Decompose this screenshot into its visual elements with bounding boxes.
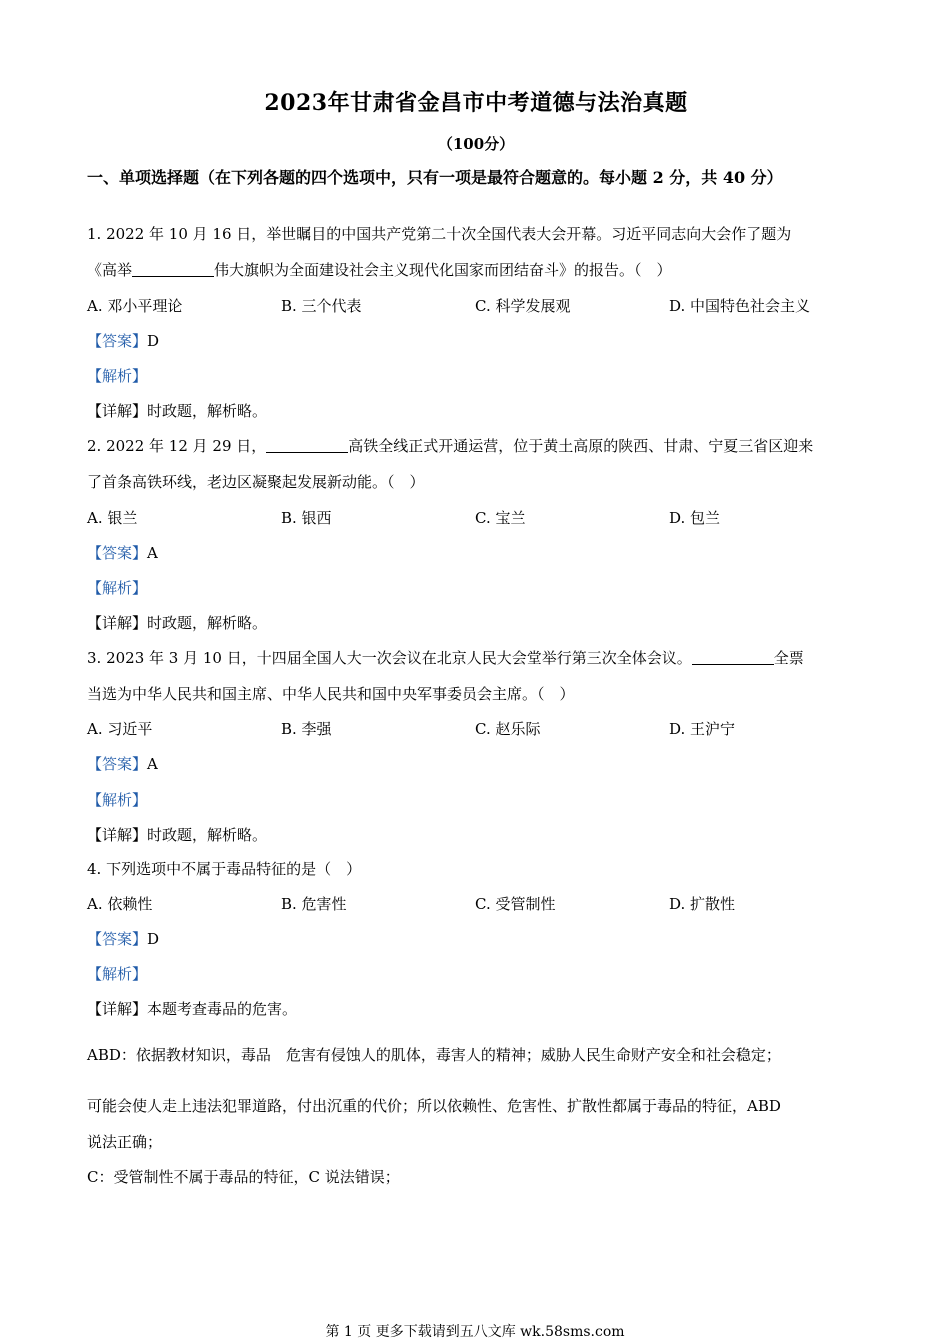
q2-analysis-label: 【解析】 — [87, 579, 148, 597]
q4-paragraph-3: 说法正确； — [87, 1133, 163, 1151]
q2-detail — [87, 612, 267, 634]
q2-stem-prefix: 2. 2022 年 12 月 29 日， — [87, 437, 267, 455]
q2-stem-line1 — [87, 435, 813, 457]
q1-answer-value: D — [147, 332, 160, 350]
detail-label: 【详解】 — [87, 614, 148, 632]
q4-paragraph-1: ABD：依据教材知识，毒品 危害有侵蚀人的肌体，毒害人的精神；威胁人民生命财产安全和社会稳定； — [87, 1046, 781, 1064]
q1-blank — [132, 260, 214, 277]
q3-stem-line1 — [87, 647, 804, 669]
q4-detail-text: 本题考查毒品的危害。 — [147, 1000, 298, 1018]
q1-stem-line2 — [87, 259, 672, 281]
answer-label: 【答案】 — [87, 755, 148, 773]
q1-stem-prefix: 《高举 — [87, 261, 133, 279]
q2-detail-text: 时政题，解析略。 — [147, 614, 268, 632]
q4-stem: 4. 下列选项中不属于毒品特征的是（ ） — [87, 860, 362, 878]
q3-answer-value: A — [147, 755, 158, 773]
q4-detail — [87, 998, 297, 1020]
q3-stem-suffix: 全票 — [773, 649, 804, 667]
q4-option-a: A. 依赖性 — [87, 895, 153, 913]
q1-option-c: C. 科学发展观 — [475, 297, 571, 315]
q2-stem-line2: 了首条高铁环线，老边区凝聚起发展新动能。（ ） — [87, 473, 425, 491]
q4-option-b: B. 危害性 — [281, 895, 347, 913]
q3-option-b: B. 李强 — [281, 720, 332, 738]
q1-analysis-label: 【解析】 — [87, 367, 148, 385]
q1-option-b: B. 三个代表 — [281, 297, 362, 315]
q1-stem-suffix: 伟大旗帜为全面建设社会主义现代化国家而团结奋斗》的报告。（ ） — [214, 261, 672, 279]
q1-detail — [87, 400, 267, 422]
answer-label: 【答案】 — [87, 930, 148, 948]
q3-stem-prefix: 3. 2023 年 3 月 10 日，十四届全国人大一次会议在北京人民大会堂举行第三次全体会议。 — [87, 649, 692, 667]
q3-analysis-label: 【解析】 — [87, 791, 148, 809]
score-label: （100分） — [437, 135, 515, 153]
q4-option-d: D. 扩散性 — [669, 895, 736, 913]
q2-stem-suffix: 高铁全线正式开通运营，位于黄土高原的陕西、甘肃、宁夏三省区迎来 — [348, 437, 814, 455]
page-title: 2023年甘肃省金昌市中考道德与法治真题 — [264, 90, 688, 116]
q1-option-d: D. 中国特色社会主义 — [669, 297, 811, 315]
q4-option-c: C. 受管制性 — [475, 895, 556, 913]
q3-detail-text: 时政题，解析略。 — [147, 826, 268, 844]
q3-option-a: A. 习近平 — [87, 720, 153, 738]
q2-option-b: B. 银西 — [281, 509, 332, 527]
q2-answer — [87, 542, 158, 564]
q1-stem-line1: 1. 2022 年 10 月 16 日，举世瞩目的中国共产党第二十次全国代表大会开幕。习近平同志向大会作了题为 — [87, 225, 792, 243]
q1-answer — [87, 330, 159, 352]
q3-blank — [692, 648, 774, 665]
q3-answer — [87, 753, 158, 775]
q1-detail-text: 时政题，解析略。 — [147, 402, 268, 420]
q4-analysis-label: 【解析】 — [87, 965, 148, 983]
detail-label: 【详解】 — [87, 826, 148, 844]
detail-label: 【详解】 — [87, 402, 148, 420]
q2-option-c: C. 宝兰 — [475, 509, 526, 527]
q2-option-d: D. 包兰 — [669, 509, 721, 527]
q2-blank — [266, 436, 348, 453]
q3-stem-line2: 当选为中华人民共和国主席、中华人民共和国中央军事委员会主席。（ ） — [87, 685, 575, 703]
answer-label: 【答案】 — [87, 332, 148, 350]
q2-answer-value: A — [147, 544, 158, 562]
q1-option-a: A. 邓小平理论 — [87, 297, 183, 315]
q4-answer — [87, 928, 159, 950]
q4-paragraph-2: 可能会使人走上违法犯罪道路，付出沉重的代价；所以依赖性、危害性、扩散性都属于毒品的特征，ABD — [87, 1097, 781, 1115]
section-heading: 一、单项选择题（在下列各题的四个选项中，只有一项是最符合题意的。每小题 2 分，共 40 分） — [87, 168, 783, 187]
q3-option-d: D. 王沪宁 — [669, 720, 736, 738]
q3-option-c: C. 赵乐际 — [475, 720, 541, 738]
detail-label: 【详解】 — [87, 1000, 148, 1018]
answer-label: 【答案】 — [87, 544, 148, 562]
q2-option-a: A. 银兰 — [87, 509, 138, 527]
q4-answer-value: D — [147, 930, 160, 948]
page-footer: 第 1 页 更多下载请到五八文库 wk.58sms.com — [325, 1324, 625, 1340]
q4-paragraph-4: C：受管制性不属于毒品的特征，C 说法错误； — [87, 1168, 400, 1186]
q3-detail — [87, 824, 267, 846]
